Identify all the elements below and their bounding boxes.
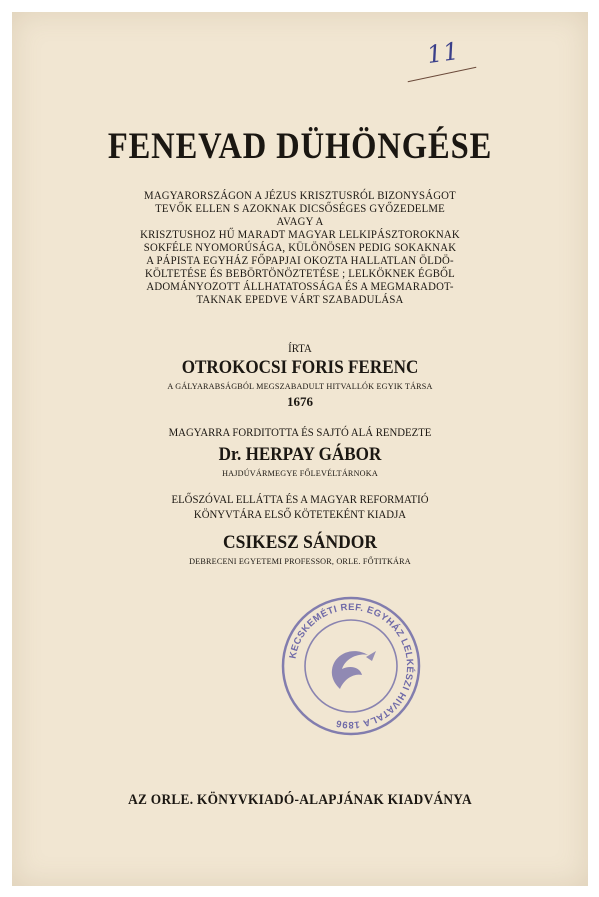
subtitle-line: TEVŐK ELLEN S AZOKNAK DICSŐSÉGES GYŐZEDELME (155, 202, 445, 215)
book-title: FENEVAD DÜHÖNGÉSE (107, 126, 493, 167)
author-description: A GÁLYARABSÁGBÓL MEGSZABADULT HITVALLÓK EGYIK TÁRSA (167, 381, 433, 391)
pelican-emblem-icon (332, 651, 368, 689)
publication-year: 1676 (287, 394, 313, 409)
subtitle-line: KRISZTUSHOZ HŰ MARADT MAGYAR LELKIPÁSZTOROKNAK (140, 228, 460, 241)
publisher-note-line: ELŐSZÓVAL ELLÁTTA ÉS A MAGYAR REFORMATIÓ (171, 493, 429, 506)
subtitle-line: ADOMÁNYOZOTT ÁLLHATATOSSÁGA ÉS A MEGMARADOT- (146, 280, 454, 293)
pencil-stroke (408, 67, 477, 83)
author-name: OTROKOCSI FORIS FERENC (181, 357, 419, 378)
subtitle-line: SOKFÉLE NYOMORÚSÁGA, KÜLÖNÖSEN PEDIG SOKAKNAK (143, 241, 457, 254)
subtitle-line: AVAGY A (276, 215, 324, 228)
publisher-name: CSIKESZ SÁNDOR (223, 532, 377, 553)
author-label: ÍRTA (288, 342, 312, 355)
subtitle-line: KÖLTETÉSE ÉS BEBÖRTÖNÖZTETÉSE ; LELKÖKNEK ÉGBŐL (145, 267, 455, 280)
publisher-description: DEBRECENI EGYETEMI PROFESSOR, ORLE. FŐTITKÁRA (189, 556, 411, 566)
library-stamp (280, 595, 422, 737)
translator-description: HAJDÚVÁRMEGYE FŐLEVÉLTÁRNOKA (222, 468, 378, 478)
title-page (12, 12, 588, 886)
footer-publisher-imprint: AZ ORLE. KÖNYVKIADÓ-ALAPJÁNAK KIADVÁNYA (128, 792, 472, 808)
beak-icon (366, 651, 376, 661)
translator-name: Dr. HERPAY GÁBOR (218, 444, 382, 465)
publisher-note-line: KÖNYVTÁRA ELSŐ KÖTETEKÉNT KIADJA (193, 508, 407, 521)
subtitle-line: MAGYARORSZÁGON A JÉZUS KRISZTUSRÓL BIZONYSÁGOT (144, 189, 456, 202)
stamp-text: KECSKEMÉTI REF. EGYHÁZ LELKÉSZI HIVATALA 1896 (287, 601, 416, 731)
subtitle-line: TAKNAK EPEDVE VÁRT SZABADULÁSA (196, 293, 404, 306)
handwritten-note: 11 (425, 36, 462, 70)
subtitle-line: A PÁPISTA EGYHÁZ FŐPAPJAI OKOZTA HALLATLAN ÖLDÖ- (146, 254, 454, 267)
translator-label: MAGYARRA FORDITOTTA ÉS SAJTÓ ALÁ RENDEZTE (168, 426, 432, 439)
